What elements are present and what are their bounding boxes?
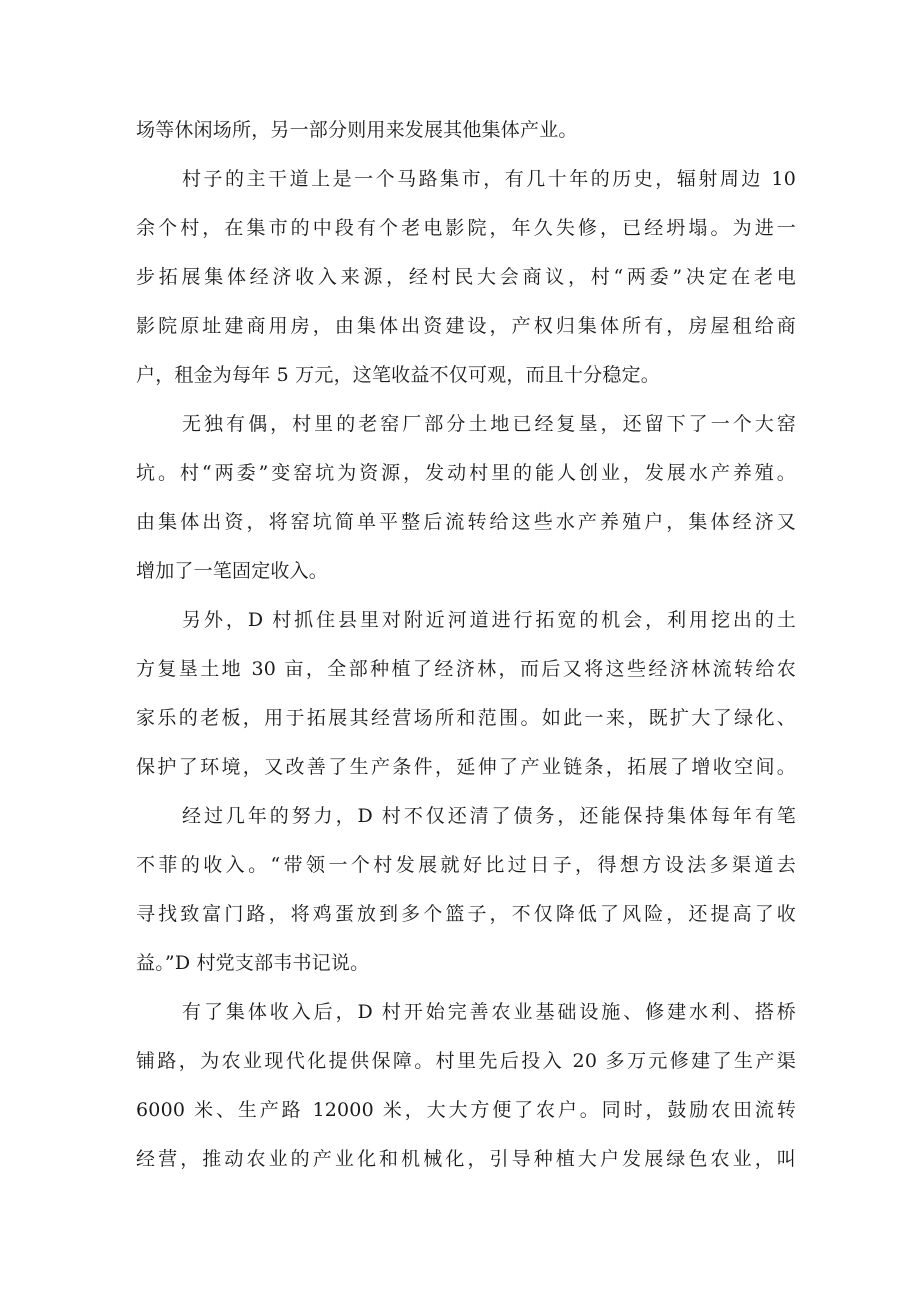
text-line: 场等休闲场所，另一部分则用来发展其他集体产业。	[136, 119, 578, 141]
text-line: 坑。村“两委”变窑坑为资源，发动村里的能人创业，发展水产养殖。	[136, 462, 796, 484]
text-line: 方复垦土地 30 亩，全部种植了经济林，而后又将这些经济林流转给农	[136, 658, 796, 680]
text-line: 由集体出资，将窑坑简单平整后流转给这些水产养殖户，集体经济又	[136, 511, 796, 533]
text-line: 无独有偶，村里的老窑厂部分土地已经复垦，还留下了一个大窑	[182, 413, 796, 435]
text-line: 余个村，在集市的中段有个老电影院，年久失修，已经坍塌。为进一	[136, 217, 796, 239]
text-line: 经过几年的努力，D 村不仅还清了债务，还能保持集体每年有笔	[182, 805, 796, 827]
text-line: 家乐的老板，用于拓展其经营场所和范围。如此一来，既扩大了绿化、	[136, 707, 796, 729]
text-line: 保护了环境，又改善了生产条件，延伸了产业链条，拓展了增收空间。	[136, 756, 796, 778]
text-line: 户，租金为每年 5 万元，这笔收益不仅可观，而且十分稳定。	[136, 364, 660, 386]
text-line: 经营，推动农业的产业化和机械化，引导种植大户发展绿色农业，叫	[136, 1148, 796, 1170]
text-line: 不菲的收入。“带领一个村发展就好比过日子，得想方设法多渠道去	[136, 854, 796, 876]
text-line: 益。”D 村党支部韦书记说。	[136, 952, 370, 974]
text-line: 增加了一笔固定收入。	[136, 560, 329, 582]
text-line: 6000 米、生产路 12000 米，大大方便了农户。同时，鼓励农田流转	[136, 1099, 796, 1121]
text-line: 村子的主干道上是一个马路集市，有几十年的历史，辐射周边 10	[182, 168, 796, 190]
text-line: 有了集体收入后，D 村开始完善农业基础设施、修建水利、搭桥	[182, 1001, 796, 1023]
text-line: 铺路，为农业现代化提供保障。村里先后投入 20 多万元修建了生产渠	[136, 1050, 796, 1072]
text-line: 步拓展集体经济收入来源，经村民大会商议，村“两委”决定在老电	[136, 266, 796, 288]
text-line: 另外，D 村抓住县里对附近河道进行拓宽的机会，利用挖出的土	[182, 609, 796, 631]
text-line: 寻找致富门路，将鸡蛋放到多个篮子，不仅降低了风险，还提高了收	[136, 903, 796, 925]
text-line: 影院原址建商用房，由集体出资建设，产权归集体所有，房屋租给商	[136, 315, 796, 337]
